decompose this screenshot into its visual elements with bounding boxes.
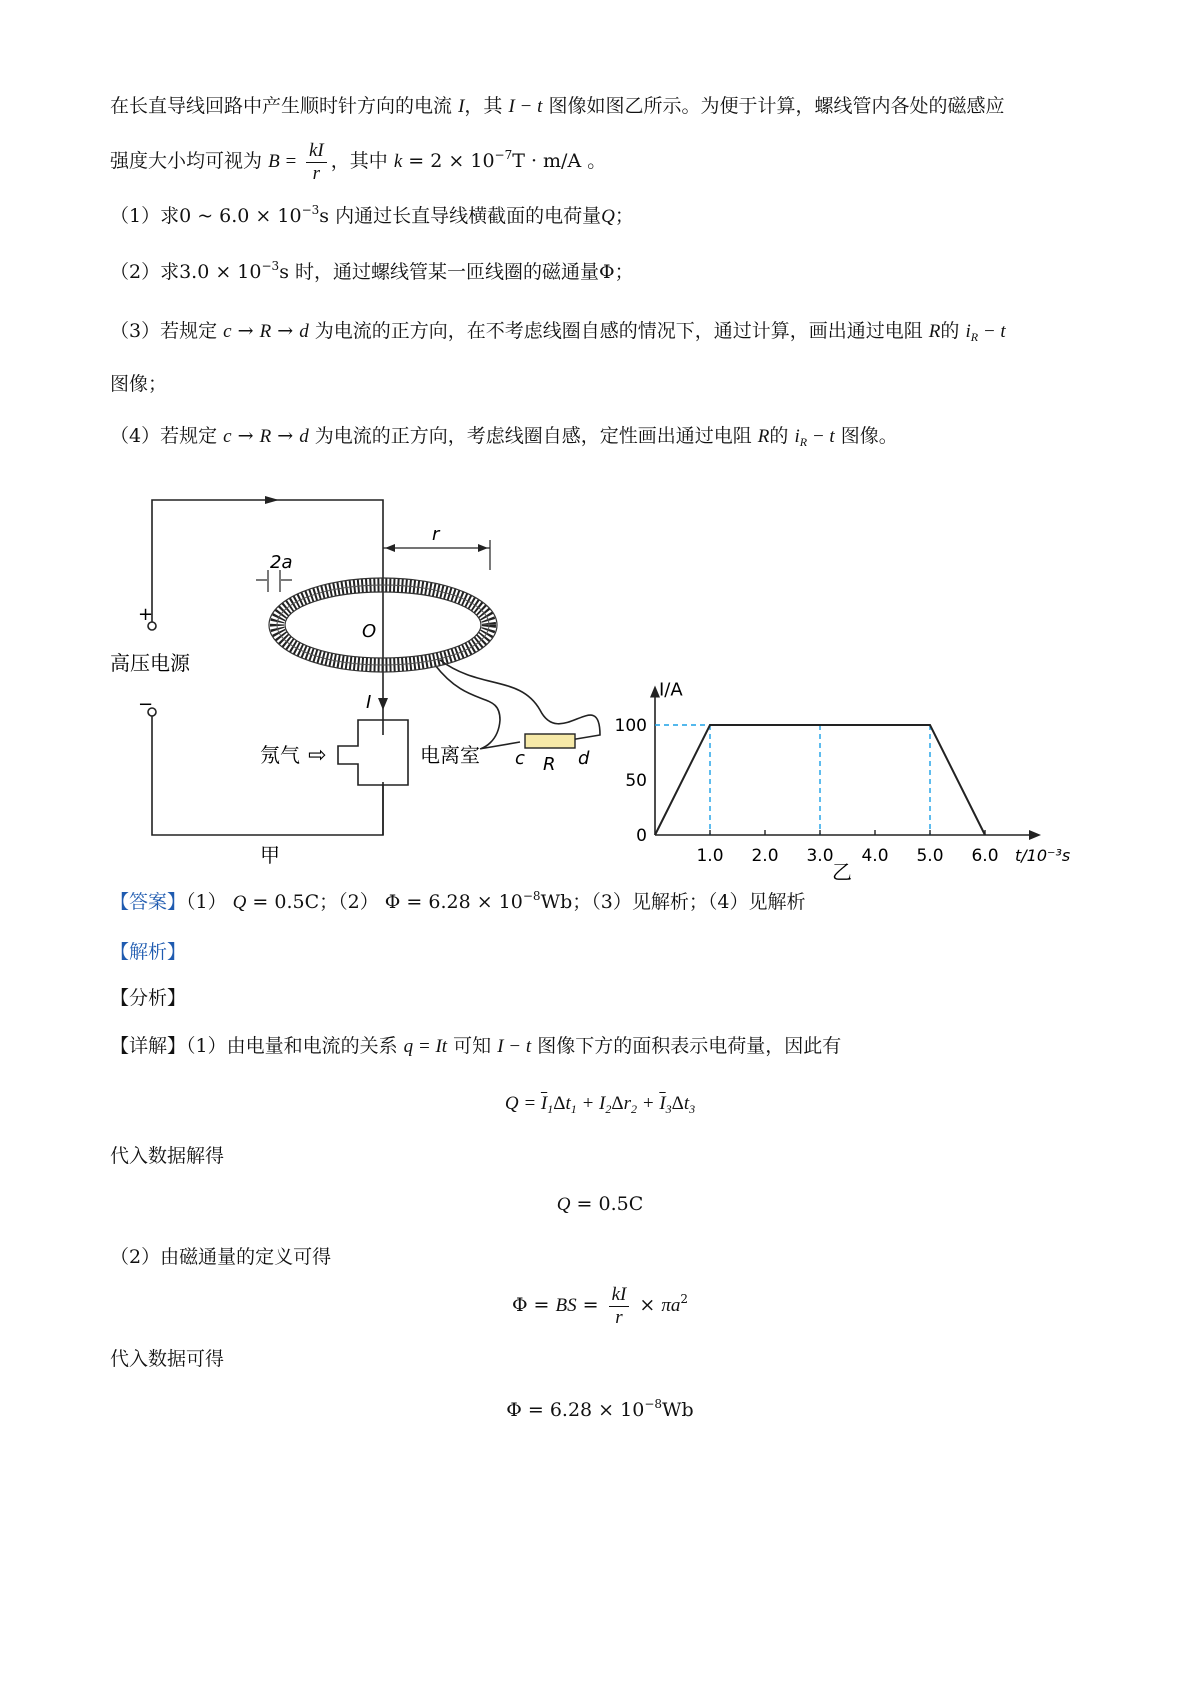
text: 图像； (110, 373, 168, 395)
gas-label: 氖气 (260, 743, 300, 767)
text: （1）求 (110, 205, 180, 227)
label-c: c (515, 748, 525, 769)
arrow-icon (385, 544, 395, 552)
text: 图像如图乙所示。为便于计算，螺线管内各处的磁感应 (548, 95, 1005, 117)
plus-label: + (138, 604, 154, 625)
wire-top (152, 500, 383, 735)
gas-arrow-icon: ⇨ (308, 743, 327, 768)
answer-tag: 【答案】 (110, 891, 187, 913)
text: 为电流的正方向，在不考虑线圈自感的情况下，通过计算，画出通过电阻 (314, 320, 923, 342)
ionization-chamber (338, 720, 408, 785)
detail-2: （2）由磁通量的定义可得 (110, 1246, 332, 1268)
text: 时，通过螺线管某一匝线圈的磁通量 (295, 261, 600, 283)
label-I: I (366, 692, 372, 713)
label-R: R (543, 754, 556, 775)
caption-yi: 乙 (832, 860, 852, 880)
text: （4）若规定 (110, 425, 218, 447)
text: 强度大小均可视为 (110, 150, 263, 172)
x-tick-label-3: 4.0 (861, 846, 889, 866)
resistor (525, 734, 575, 748)
y-tick-label-2: 100 (614, 716, 647, 736)
y-axis-label: I/A (659, 679, 683, 701)
equation-Q: $Q = \overline{I}_1\Delta t_1 + I_2\Delta r_2 + \overline{I}_3\Delta t_3$ (504, 1093, 696, 1116)
x-axis-label: t/10⁻³s (1015, 846, 1071, 865)
label-r: r (432, 524, 440, 545)
text: 为电流的正方向，考虑线圈自感，定性画出通过电阻 (314, 425, 752, 447)
x-tick-label-4: 5.0 (916, 846, 944, 866)
text: ； (614, 205, 634, 227)
arrow-icon (478, 544, 488, 552)
question-4: （4）若规定 c → R → d 为电流的正方向，考虑线圈自感，定性画出通过电阻 R的 $i_R - t$ 图像。 (110, 425, 898, 449)
question-3: （3）若规定 c → R → d 为电流的正方向，在不考虑线圈自感的情况下，通过计算，画出通过电阻 R的 $i_R - t$ (110, 320, 1006, 344)
current-time-chart (610, 625, 1110, 880)
problem-line-1: 在长直导线回路中产生顺时针方向的电流 I，其 I − t 图像如图乙所示。为便于计算，螺线管内各处的磁感应 (110, 95, 1005, 117)
fenxi-tag: 【分析】 (110, 987, 187, 1009)
text: ；（2） (319, 891, 379, 913)
jiexi-tag: 【解析】 (110, 941, 187, 963)
arrow-icon (265, 496, 279, 504)
lead-wire-1 (440, 660, 600, 740)
text: （1）由电量和电流的关系 (186, 1035, 398, 1057)
text: 内通过长直导线横截面的电荷量 (335, 205, 602, 227)
text: （3）若规定 (110, 320, 218, 342)
label-O: O (362, 621, 377, 642)
text: （1） (186, 891, 227, 913)
question-3-cont (110, 370, 167, 398)
text: 图像下方的面积表示电荷量，因此有 (537, 1035, 842, 1057)
wire-bottom (152, 716, 383, 835)
text: ；（3）见解析；（4）见解析 (572, 891, 806, 913)
text: （2）求 (110, 261, 180, 283)
y-tick-label-0: 0 (636, 826, 647, 846)
problem-line-2: 强度大小均可视为 B = $\frac{kI}{r}$ ，其中 $k = 2 \times 10^{-7}T \cdot m/A$ 。 (110, 139, 607, 184)
result-Q: Q = 0.5C (556, 1193, 644, 1215)
x-tick-label-1: 2.0 (751, 846, 779, 866)
text: 。 (587, 150, 607, 172)
source-label: 高压电源 (110, 651, 190, 675)
text: 的 (940, 320, 960, 342)
x-axis-arrow-icon (1029, 830, 1041, 840)
x-tick-label-2: 3.0 (806, 846, 834, 866)
x-tick-label-5: 6.0 (971, 846, 999, 866)
text: 的 (769, 425, 789, 447)
caption-jia: 甲 (260, 843, 280, 867)
text: ，其 (464, 95, 503, 117)
minus-label: − (138, 694, 154, 715)
y-tick-label-1: 50 (625, 771, 647, 791)
detail-1: 【详解】（1）由电量和电流的关系 q = It 可知 I − t 图像下方的面积表示电荷量，因此有 (110, 1035, 842, 1057)
question-2: （2）求$3.0 \times 10^{-3}s$ 时，通过螺线管某一匝线圈的磁通量Φ； (110, 259, 634, 283)
chart-layer (615, 686, 1041, 867)
arrow-icon (378, 698, 388, 710)
text: 可知 (453, 1035, 492, 1057)
substitute-1: 代入数据解得 (110, 1145, 225, 1167)
substitute-2: 代入数据可得 (110, 1348, 225, 1370)
text: 【详解】 (110, 1035, 187, 1057)
label-2a: 2a (270, 552, 293, 573)
answer-line: 【答案】（1） Q = 0.5C；（2） $\Phi = 6.28 \times 10^{-8}Wb$；（3）见解析；（4）见解析 (110, 889, 806, 913)
circuit-figure (0, 480, 620, 880)
result-phi: $\Phi = 6.28 \times 10^{-8}Wb$ (506, 1397, 694, 1421)
x-tick-label-0: 1.0 (696, 846, 724, 866)
text: ，其中 (330, 150, 388, 172)
text: ； (614, 261, 634, 283)
text: 在长直导线回路中产生顺时针方向的电流 (110, 95, 453, 117)
chamber-label: 电离室 (420, 743, 480, 767)
text: 图像。 (840, 425, 898, 447)
label-d: d (578, 748, 590, 769)
question-1: （1）求0 ~ $6.0 \times 10^{-3}s$ 内通过长直导线横截面的电荷量Q； (110, 203, 634, 227)
equation-phi: Φ = BS = $\frac{kI}{r}$ × $\pi a^2$ (511, 1283, 689, 1328)
